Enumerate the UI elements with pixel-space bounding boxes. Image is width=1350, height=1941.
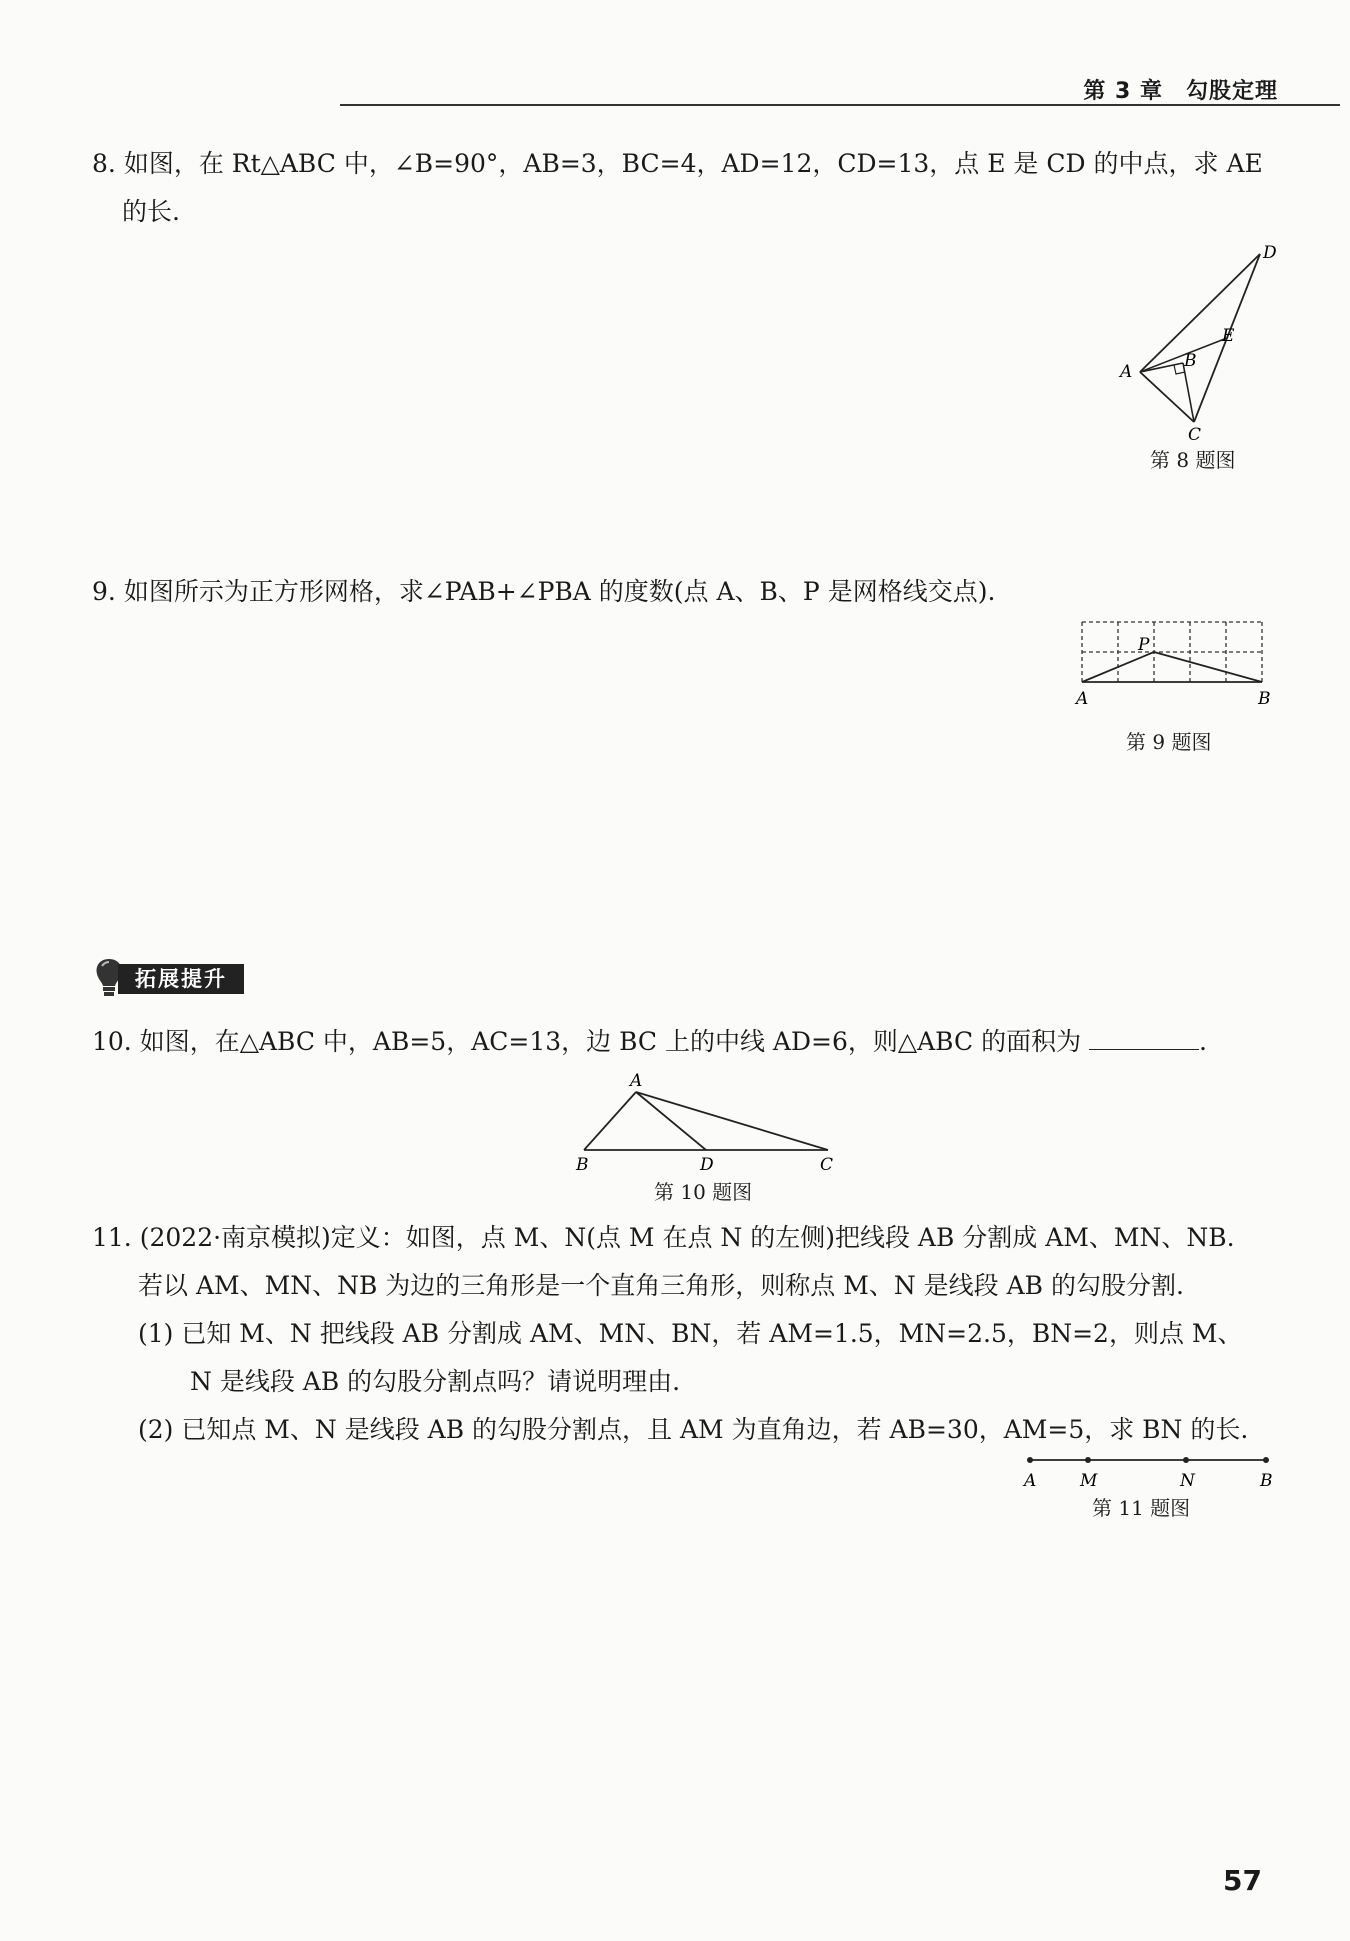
label-c: C bbox=[1188, 425, 1202, 445]
figure-8 bbox=[1108, 238, 1288, 448]
question-9-number: 9. bbox=[92, 577, 116, 606]
label-d: D bbox=[1263, 243, 1277, 263]
label-b: B bbox=[1260, 1471, 1273, 1491]
label-b: B bbox=[1184, 351, 1197, 371]
section-banner bbox=[92, 956, 250, 998]
point-m bbox=[1085, 1457, 1091, 1463]
figure-11 bbox=[1014, 1448, 1274, 1498]
segment-ad bbox=[1140, 254, 1260, 372]
question-9-text: 如图所示为正方形网格，求∠PAB+∠PBA 的度数(点 A、B、P 是网格线交点). bbox=[123, 577, 996, 606]
point-b bbox=[1263, 1457, 1269, 1463]
answer-blank[interactable] bbox=[1089, 1027, 1199, 1050]
question-10-end: . bbox=[1199, 1027, 1207, 1056]
label-a: A bbox=[1024, 1471, 1037, 1491]
label-m: M bbox=[1080, 1471, 1098, 1491]
grid-lines bbox=[1082, 622, 1262, 682]
question-10-text: 如图，在△ABC 中，AB=5，AC=13，边 BC 上的中线 AD=6，则△ABC 的面积为 bbox=[139, 1027, 1082, 1056]
question-11-part1: (1) 已知 M、N 把线段 AB 分割成 AM、MN、BN，若 AM=1.5，MN=2.5，BN=2，则点 M、 bbox=[138, 1319, 1243, 1348]
header-rule bbox=[340, 104, 1340, 106]
segment-ac bbox=[636, 1092, 828, 1150]
label-n: N bbox=[1180, 1471, 1195, 1491]
segment-ad bbox=[636, 1092, 706, 1150]
point-a bbox=[1027, 1457, 1033, 1463]
label-b: B bbox=[1258, 689, 1271, 709]
figure-9 bbox=[1068, 612, 1288, 732]
segment-ab bbox=[584, 1092, 636, 1150]
chapter-title: 第 3 章 勾股定理 bbox=[1083, 79, 1278, 104]
segment-pb bbox=[1154, 652, 1262, 682]
figure-8-caption: 第 8 题图 bbox=[1150, 448, 1236, 472]
page-number: 57 bbox=[1223, 1864, 1262, 1897]
question-11 bbox=[92, 1214, 1272, 1262]
question-8-number: 8. bbox=[92, 149, 116, 178]
question-11-part2: (2) 已知点 M、N 是线段 AB 的勾股分割点，且 AM 为直角边，若 AB=30，AM=5，求 BN 的长. bbox=[138, 1415, 1249, 1444]
figure-9-caption: 第 9 题图 bbox=[1126, 730, 1212, 754]
question-11-number: 11. bbox=[92, 1223, 132, 1252]
label-b: B bbox=[576, 1155, 589, 1175]
section-title: 拓展提升 bbox=[118, 964, 244, 994]
label-a: A bbox=[1076, 689, 1089, 709]
label-a: A bbox=[630, 1071, 643, 1091]
question-11-line1: (2022·南京模拟)定义：如图，点 M、N(点 M 在点 N 的左侧)把线段 AB 分割成 AM、MN、NB. bbox=[139, 1223, 1235, 1252]
question-8-line2: 的长. bbox=[122, 197, 180, 226]
point-n bbox=[1183, 1457, 1189, 1463]
question-11-line2: 若以 AM、MN、NB 为边的三角形是一个直角三角形，则称点 M、N 是线段 AB 的勾股分割. bbox=[138, 1271, 1184, 1300]
figure-11-caption: 第 11 题图 bbox=[1092, 1496, 1191, 1520]
label-e: E bbox=[1222, 326, 1235, 346]
figure-10 bbox=[570, 1070, 840, 1180]
label-c: C bbox=[820, 1155, 834, 1175]
question-10 bbox=[92, 1018, 1272, 1066]
question-9 bbox=[92, 568, 1272, 616]
question-8-line1: 如图，在 Rt△ABC 中，∠B=90°，AB=3，BC=4，AD=12，CD=13，点 E 是 CD 的中点，求 AE bbox=[123, 149, 1263, 178]
label-p: P bbox=[1138, 635, 1150, 655]
segment-pa bbox=[1082, 652, 1154, 682]
label-a: A bbox=[1120, 362, 1133, 382]
question-10-number: 10. bbox=[92, 1027, 132, 1056]
label-d: D bbox=[700, 1155, 714, 1175]
question-11-part1-line2: N 是线段 AB 的勾股分割点吗？请说明理由. bbox=[190, 1367, 681, 1396]
figure-10-caption: 第 10 题图 bbox=[654, 1180, 753, 1204]
question-8 bbox=[92, 140, 1272, 188]
